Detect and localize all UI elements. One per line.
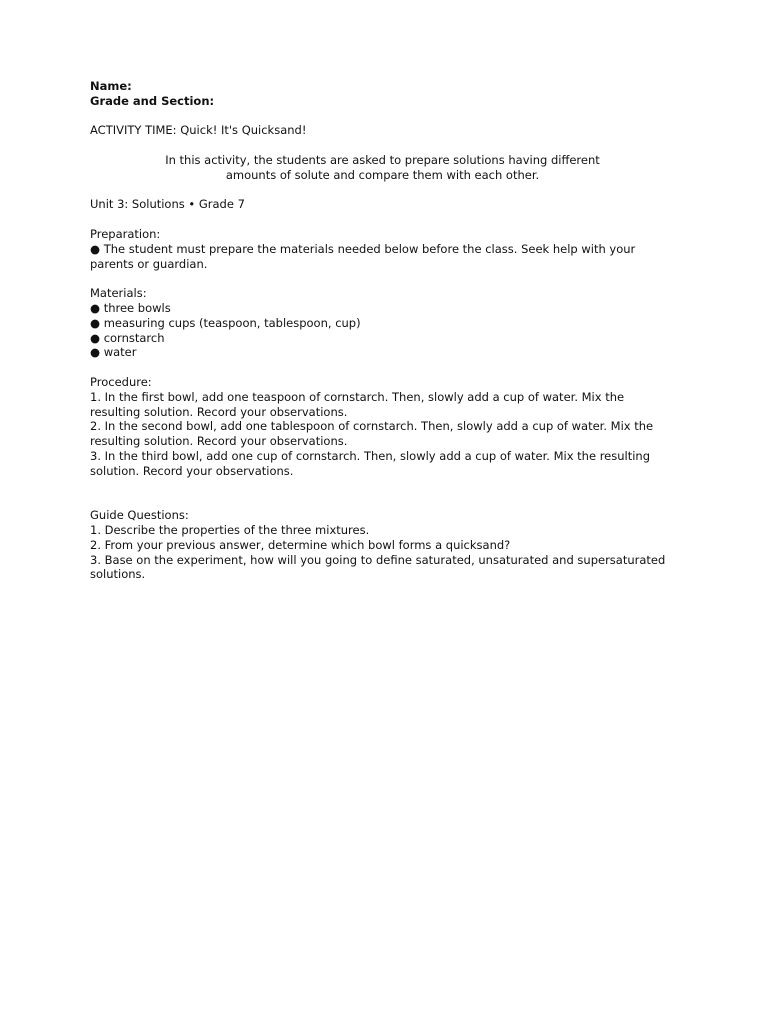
procedure-list bbox=[90, 390, 675, 479]
intro-line-2: amounts of solute and compare them with each other. bbox=[225, 167, 540, 182]
procedure-step: 3. In the third bowl, add one cup of cornstarch. Then, slowly add a cup of water. Mix the resulting solution. Record your observations. bbox=[90, 448, 651, 478]
document-page bbox=[90, 79, 675, 582]
materials-heading: Materials: bbox=[90, 286, 147, 301]
procedure-heading: Procedure: bbox=[90, 374, 152, 389]
preparation-heading: Preparation: bbox=[90, 226, 161, 241]
unit-label: Unit 3: Solutions • Grade 7 bbox=[90, 197, 245, 212]
materials-item: ● three bowls bbox=[90, 300, 171, 315]
intro-line-1: In this activity, the students are asked to prepare solutions having different bbox=[165, 152, 600, 167]
materials-item: ● water bbox=[90, 345, 137, 360]
preparation-item: ● The student must prepare the materials needed below before the class. Seek help with your parents or guardian. bbox=[90, 241, 636, 271]
guide-question: 1. Describe the properties of the three mixtures. bbox=[90, 522, 370, 537]
guide-questions-heading: Guide Questions: bbox=[90, 508, 189, 523]
materials-item: ● cornstarch bbox=[90, 330, 165, 345]
procedure-step: 2. In the second bowl, add one tablespoon of cornstarch. Then, slowly add a cup of water. Mix the resulting solution. Record your observations. bbox=[90, 419, 654, 449]
guide-questions-list bbox=[90, 523, 675, 582]
materials-list bbox=[90, 301, 675, 360]
guide-question: 2. From your previous answer, determine which bowl forms a quicksand? bbox=[90, 537, 511, 552]
grade-section-label: Grade and Section: bbox=[90, 93, 215, 108]
intro-paragraph bbox=[90, 153, 675, 183]
preparation-list bbox=[90, 242, 675, 272]
materials-item: ● measuring cups (teaspoon, tablespoon, cup) bbox=[90, 315, 361, 330]
name-label: Name: bbox=[90, 79, 132, 93]
procedure-step: 1. In the first bowl, add one teaspoon of cornstarch. Then, slowly add a cup of water. Mix the resulting solution. Record your observations. bbox=[90, 389, 625, 419]
guide-question: 3. Base on the experiment, how will you going to define saturated, unsaturated and supersaturated solutions. bbox=[90, 552, 666, 582]
activity-title: ACTIVITY TIME: Quick! It's Quicksand! bbox=[90, 123, 307, 138]
